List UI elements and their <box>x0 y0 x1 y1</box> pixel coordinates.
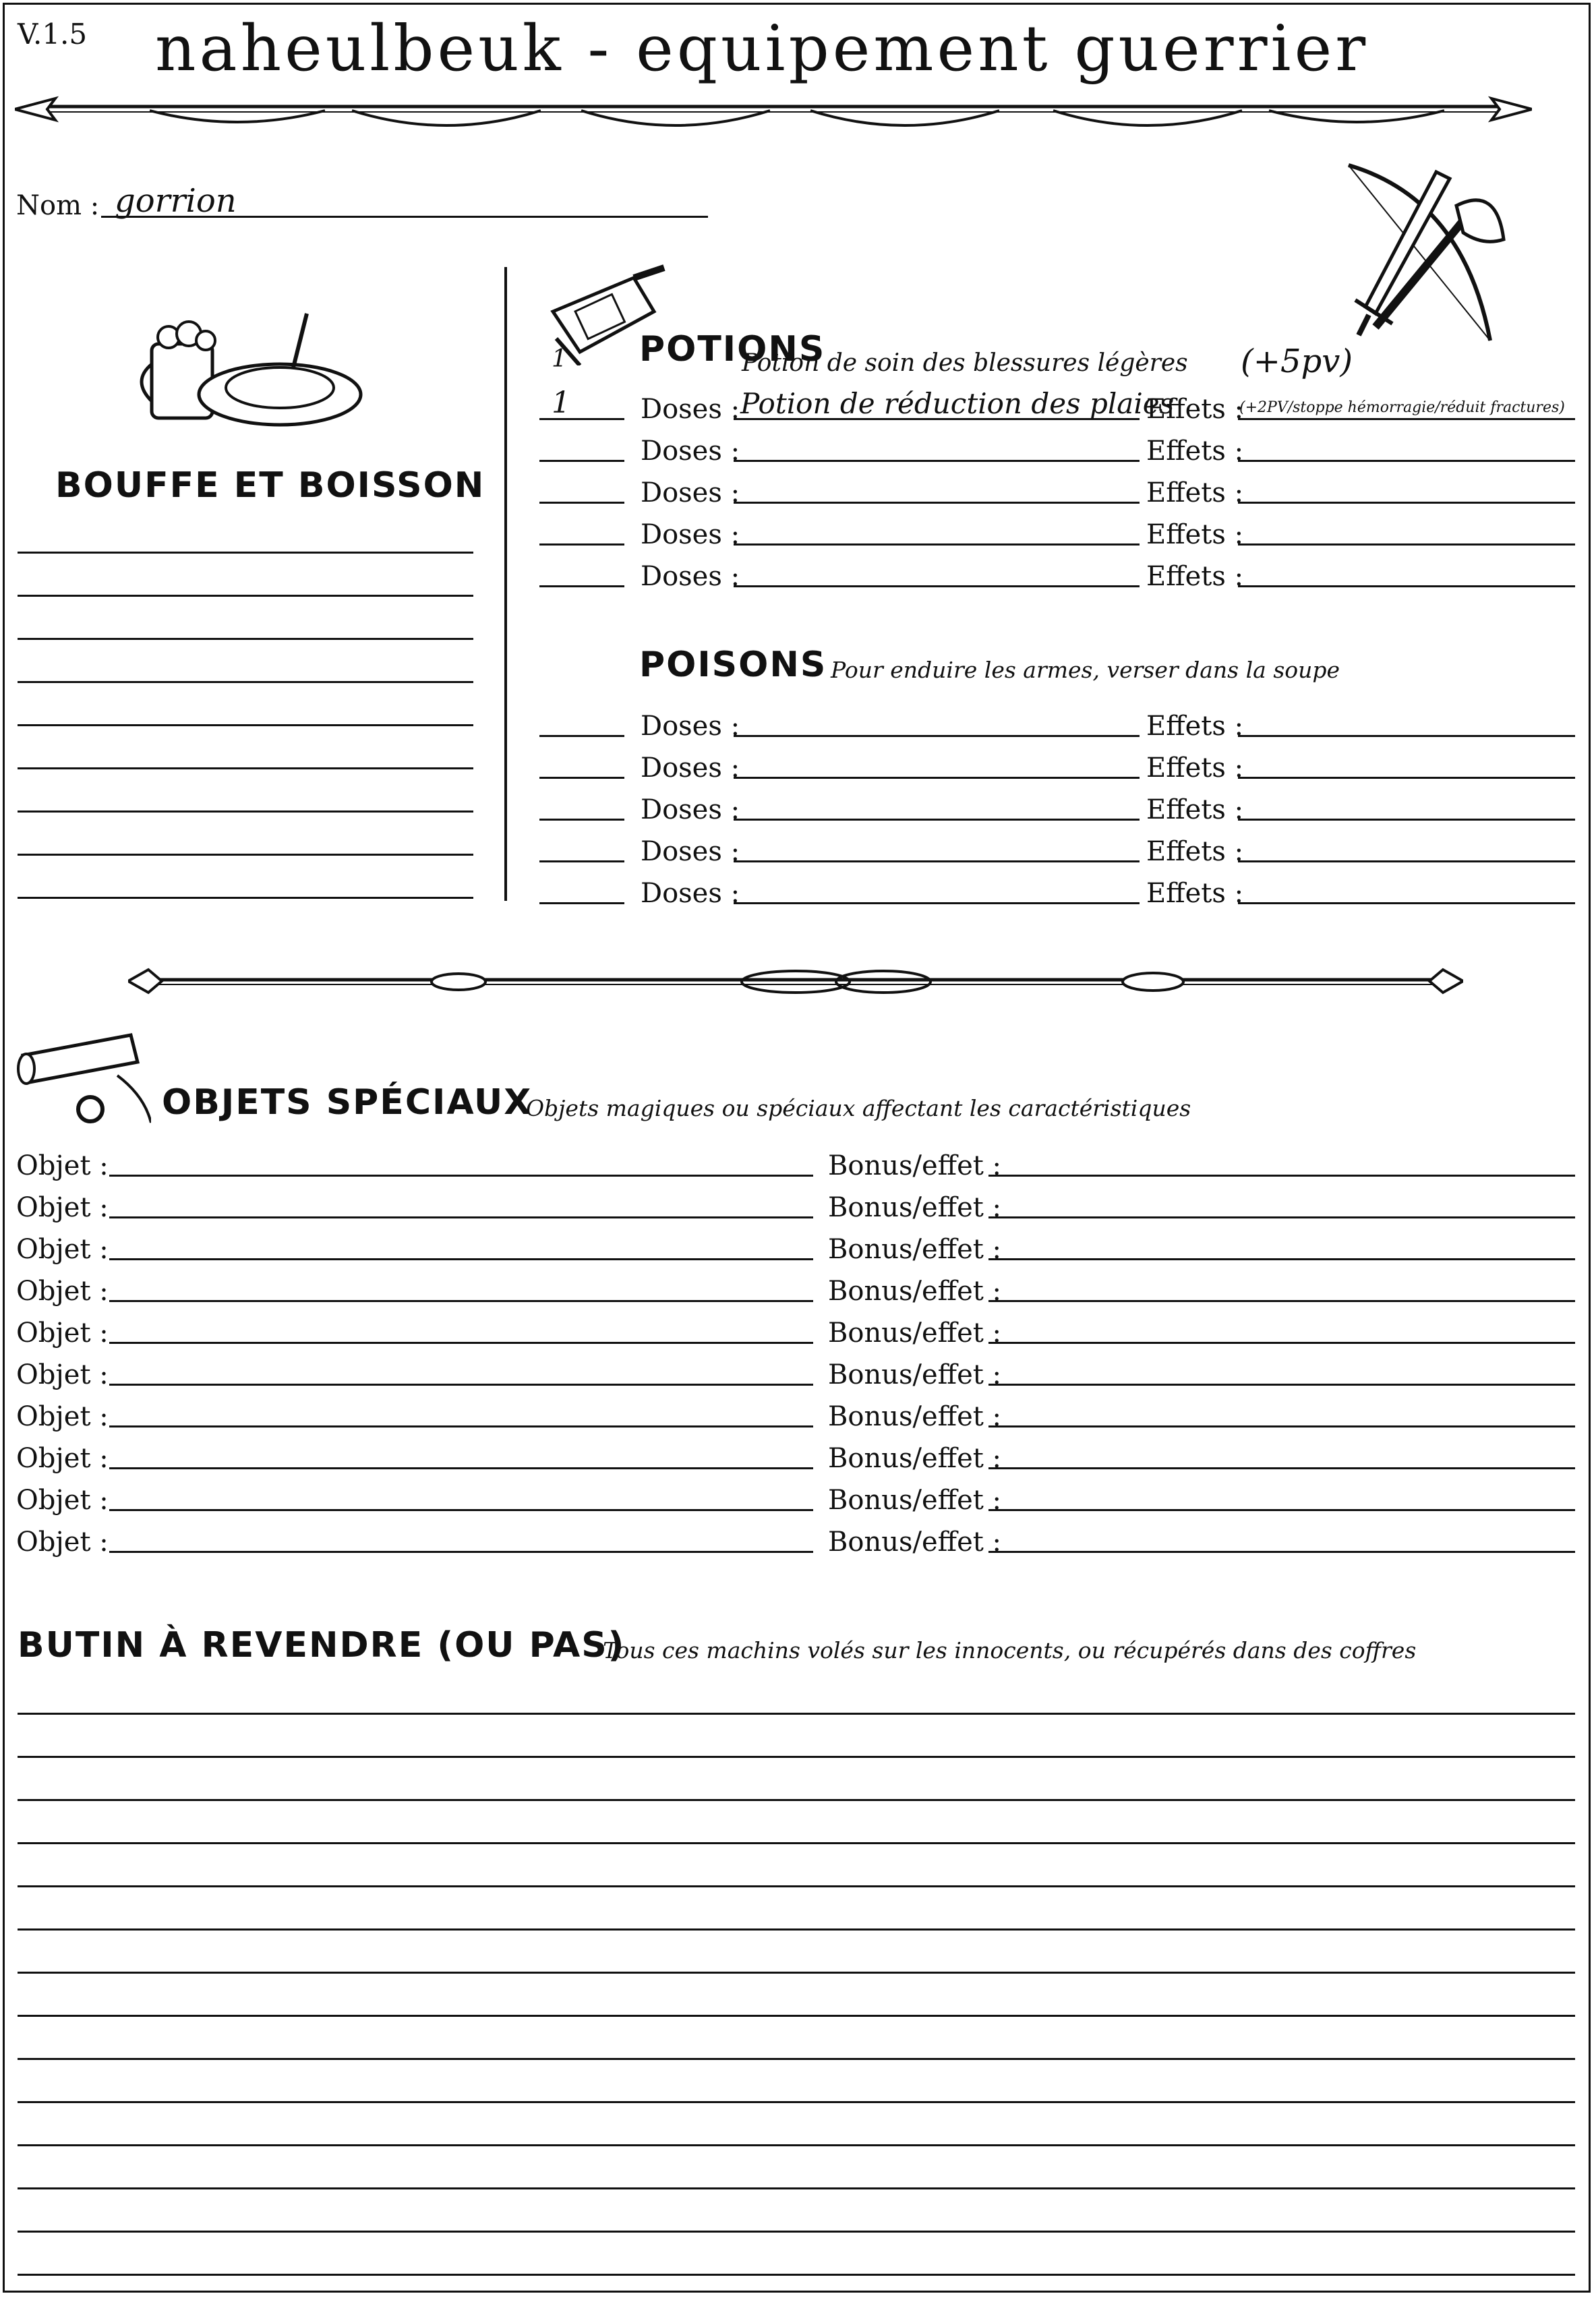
poison-name-line[interactable] <box>734 860 1140 862</box>
poison-qty-line[interactable] <box>539 860 624 862</box>
bonus-line[interactable] <box>988 1300 1575 1302</box>
doses-label: Doses : <box>641 753 740 784</box>
doses-label: Doses : <box>641 836 740 867</box>
poison-qty-line[interactable] <box>539 777 624 779</box>
potion-effect-line[interactable] <box>1238 543 1575 546</box>
bouffe-title: BOUFFE ET BOISSON <box>55 465 485 506</box>
doses-label: Doses : <box>641 436 740 467</box>
bonus-label: Bonus/effet : <box>828 1485 1002 1516</box>
weapons-icon <box>1328 158 1524 347</box>
potion-name-line[interactable] <box>734 502 1140 504</box>
potion-name-line[interactable] <box>734 543 1140 546</box>
version-label: V.1.5 <box>18 18 88 51</box>
bouffe-line[interactable] <box>18 854 473 856</box>
bonus-label: Bonus/effet : <box>828 1527 1002 1558</box>
potions-title: POTIONS <box>639 329 826 370</box>
objet-label: Objet : <box>16 1359 109 1390</box>
potion-qty[interactable]: 1 <box>552 345 567 373</box>
doses-label: Doses : <box>641 878 740 909</box>
potion-effect-line[interactable] <box>1238 585 1575 587</box>
butin-line[interactable] <box>18 1972 1575 1974</box>
butin-subtitle: Tous ces machins volés sur les innocents, ou récupérés dans des coffres <box>603 1637 1417 1663</box>
poison-qty-line[interactable] <box>539 819 624 821</box>
objet-line[interactable] <box>109 1216 813 1218</box>
butin-line[interactable] <box>18 1713 1575 1715</box>
objet-label: Objet : <box>16 1234 109 1265</box>
objets-title: OBJETS SPÉCIAUX <box>162 1082 533 1123</box>
potion-effect[interactable]: (+5pv) <box>1241 343 1353 380</box>
objet-line[interactable] <box>109 1175 813 1177</box>
doses-label: Doses : <box>641 519 740 550</box>
effets-label: Effets : <box>1146 878 1244 909</box>
bouffe-line[interactable] <box>18 767 473 769</box>
nom-line <box>101 216 708 218</box>
poison-effect-line[interactable] <box>1238 777 1575 779</box>
poisons-subtitle: Pour enduire les armes, verser dans la soupe <box>831 657 1340 683</box>
bonus-label: Bonus/effet : <box>828 1276 1002 1307</box>
poison-qty-line[interactable] <box>539 902 624 904</box>
objet-line[interactable] <box>109 1258 813 1260</box>
potion-name[interactable]: Potion de réduction des plaies <box>740 387 1175 420</box>
bonus-line[interactable] <box>988 1551 1575 1553</box>
objet-label: Objet : <box>16 1443 109 1474</box>
bonus-line[interactable] <box>988 1509 1575 1511</box>
objet-line[interactable] <box>109 1300 813 1302</box>
staff-divider-icon <box>128 958 1463 1005</box>
objet-label: Objet : <box>16 1527 109 1558</box>
potion-qty-line[interactable] <box>539 460 624 462</box>
effets-label: Effets : <box>1146 561 1244 592</box>
butin-line[interactable] <box>18 1799 1575 1801</box>
butin-line[interactable] <box>18 2187 1575 2189</box>
page-title: naheulbeuk - equipement guerrier <box>155 12 1369 86</box>
butin-line[interactable] <box>18 2058 1575 2060</box>
potion-name[interactable]: Potion de soin des blessures légères <box>742 349 1188 377</box>
butin-line[interactable] <box>18 1756 1575 1758</box>
objet-line[interactable] <box>109 1384 813 1386</box>
poisons-title: POISONS <box>639 645 827 685</box>
objet-label: Objet : <box>16 1401 109 1432</box>
objet-label: Objet : <box>16 1318 109 1349</box>
objet-label: Objet : <box>16 1150 109 1181</box>
bouffe-line[interactable] <box>18 638 473 640</box>
bonus-label: Bonus/effet : <box>828 1401 1002 1432</box>
poison-name-line[interactable] <box>734 902 1140 904</box>
butin-line[interactable] <box>18 2231 1575 2233</box>
bonus-label: Bonus/effet : <box>828 1150 1002 1181</box>
poison-qty-line[interactable] <box>539 735 624 737</box>
doses-label: Doses : <box>641 794 740 825</box>
effets-label: Effets : <box>1146 519 1244 550</box>
nom-label: Nom : <box>16 190 100 221</box>
bouffe-line[interactable] <box>18 681 473 683</box>
food-icon <box>138 307 374 435</box>
poison-name-line[interactable] <box>734 777 1140 779</box>
bonus-line[interactable] <box>988 1425 1575 1427</box>
bonus-label: Bonus/effet : <box>828 1192 1002 1223</box>
doses-label: Doses : <box>641 711 740 742</box>
objet-label: Objet : <box>16 1485 109 1516</box>
bonus-label: Bonus/effet : <box>828 1443 1002 1474</box>
potion-effect-line[interactable] <box>1238 502 1575 504</box>
objet-line[interactable] <box>109 1342 813 1344</box>
potion-name-line[interactable] <box>734 585 1140 587</box>
bouffe-line[interactable] <box>18 552 473 554</box>
bonus-line[interactable] <box>988 1258 1575 1260</box>
doses-label: Doses : <box>641 477 740 508</box>
potion-qty-line[interactable] <box>539 502 624 504</box>
potion-qty[interactable]: 1 <box>552 386 570 420</box>
spear-divider-icon <box>15 86 1532 140</box>
nom-value[interactable]: gorrion <box>115 182 237 220</box>
bonus-line[interactable] <box>988 1216 1575 1218</box>
scroll-ring-icon <box>16 1028 151 1129</box>
butin-line[interactable] <box>18 2144 1575 2146</box>
objet-line[interactable] <box>109 1551 813 1553</box>
effets-label: Effets : <box>1146 711 1244 742</box>
effets-label: Effets : <box>1146 436 1244 467</box>
potion-qty-line <box>539 418 624 420</box>
poison-effect-line[interactable] <box>1238 902 1575 904</box>
doses-label: Doses : <box>641 561 740 592</box>
bouffe-line[interactable] <box>18 595 473 597</box>
poison-effect-line[interactable] <box>1238 860 1575 862</box>
effets-label: Effets : <box>1146 794 1244 825</box>
objets-subtitle: Objets magiques ou spéciaux affectant les caractéristiques <box>526 1095 1191 1121</box>
poison-effect-line[interactable] <box>1238 819 1575 821</box>
bouffe-line[interactable] <box>18 724 473 726</box>
butin-line[interactable] <box>18 2101 1575 2103</box>
objet-label: Objet : <box>16 1192 109 1223</box>
effets-label: Effets : <box>1146 753 1244 784</box>
objet-line[interactable] <box>109 1509 813 1511</box>
butin-line[interactable] <box>18 1885 1575 1887</box>
potion-effect[interactable]: (+2PV/stoppe hémorragie/réduit fractures) <box>1239 399 1565 416</box>
potion-name-line <box>734 418 1140 420</box>
butin-line[interactable] <box>18 2015 1575 2017</box>
objet-line[interactable] <box>109 1467 813 1469</box>
potion-qty-line[interactable] <box>539 585 624 587</box>
bouffe-line[interactable] <box>18 897 473 899</box>
bonus-label: Bonus/effet : <box>828 1359 1002 1390</box>
effets-label: Effets : <box>1146 394 1244 425</box>
bonus-line[interactable] <box>988 1175 1575 1177</box>
effets-label: Effets : <box>1146 477 1244 508</box>
butin-line[interactable] <box>18 1928 1575 1931</box>
bonus-line[interactable] <box>988 1342 1575 1344</box>
butin-title: BUTIN À REVENDRE (OU PAS) <box>18 1625 626 1666</box>
poison-effect-line[interactable] <box>1238 735 1575 737</box>
bonus-line[interactable] <box>988 1467 1575 1469</box>
objet-line[interactable] <box>109 1425 813 1427</box>
bonus-label: Bonus/effet : <box>828 1318 1002 1349</box>
poison-name-line[interactable] <box>734 819 1140 821</box>
butin-line[interactable] <box>18 1842 1575 1844</box>
poison-name-line[interactable] <box>734 735 1140 737</box>
potion-qty-line[interactable] <box>539 543 624 546</box>
doses-label: Doses : <box>641 394 740 425</box>
potion-effect-line[interactable] <box>1238 460 1575 462</box>
column-divider <box>504 267 507 901</box>
objet-label: Objet : <box>16 1276 109 1307</box>
bonus-label: Bonus/effet : <box>828 1234 1002 1265</box>
potion-effect-line <box>1238 418 1575 420</box>
bouffe-line[interactable] <box>18 811 473 813</box>
effets-label: Effets : <box>1146 836 1244 867</box>
butin-line[interactable] <box>18 2274 1575 2276</box>
potion-name-line[interactable] <box>734 460 1140 462</box>
bonus-line[interactable] <box>988 1384 1575 1386</box>
